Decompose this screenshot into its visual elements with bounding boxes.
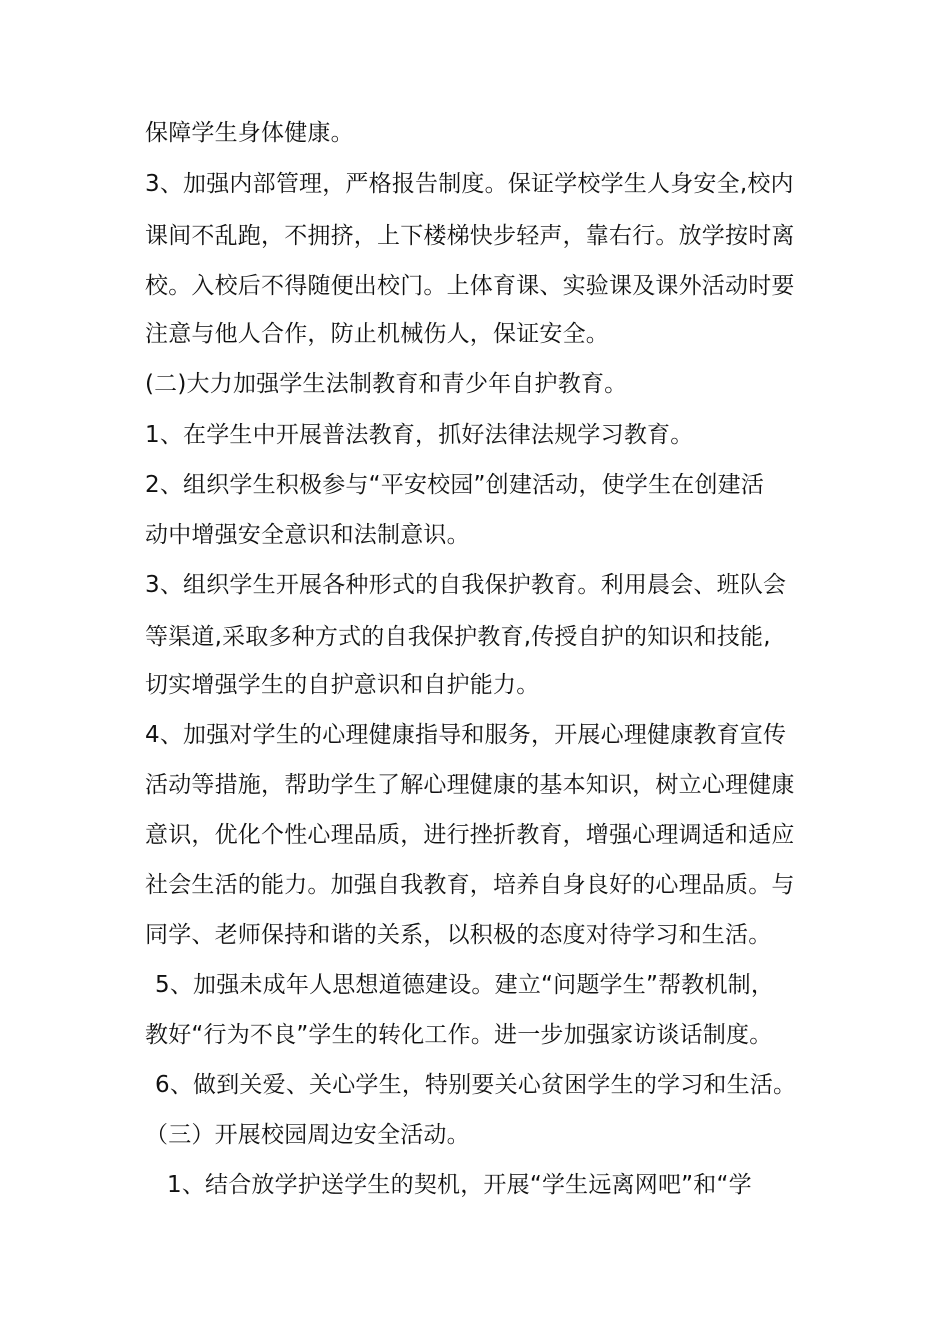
text-line-14: 活动等措施，帮助学生了解心理健康的基本知识，树立心理健康 [145, 772, 795, 798]
text-line-10: 3、组织学生开展各种形式的自我保护教育。利用晨会、班队会 [145, 572, 787, 598]
text-line-11: 等渠道,采取多种方式的自我保护教育,传授自护的知识和技能, [145, 624, 771, 650]
text-line-4: 校。入校后不得随便出校门。上体育课、实验课及课外活动时要 [145, 273, 795, 299]
text-line-5: 注意与他人合作，防止机械伤人，保证安全。 [145, 321, 609, 347]
text-line-15: 意识，优化个性心理品质，进行挫折教育，增强心理调适和适应 [145, 822, 795, 848]
text-line-19: 教好“行为不良”学生的转化工作。进一步加强家访谈话制度。 [145, 1022, 773, 1048]
text-line-22: 1、结合放学护送学生的契机，开展“学生远离网吧”和“学 [167, 1172, 752, 1198]
text-line-1: 保障学生身体健康。 [145, 120, 354, 146]
text-line-13: 4、加强对学生的心理健康指导和服务，开展心理健康教育宣传 [145, 722, 787, 748]
text-line-6: (二)大力加强学生法制教育和青少年自护教育。 [145, 371, 628, 397]
text-line-16: 社会生活的能力。加强自我教育，培养自身良好的心理品质。与 [145, 872, 795, 898]
text-line-8: 2、组织学生积极参与“平安校园”创建活动，使学生在创建活 [145, 472, 765, 498]
text-line-3: 课间不乱跑，不拥挤，上下楼梯快步轻声，靠右行。放学按时离 [145, 223, 795, 249]
text-line-12: 切实增强学生的自护意识和自护能力。 [145, 672, 540, 698]
text-line-2: 3、加强内部管理，严格报告制度。保证学校学生人身安全,校内 [145, 171, 794, 197]
text-line-20: 6、做到关爱、关心学生，特别要关心贫困学生的学习和生活。 [155, 1072, 797, 1098]
text-line-21: （三）开展校园周边安全活动。 [145, 1122, 470, 1148]
text-line-17: 同学、老师保持和谐的关系，以积极的态度对待学习和生活。 [145, 922, 772, 948]
text-line-18: 5、加强未成年人思想道德建设。建立“问题学生”帮教机制， [155, 972, 775, 998]
text-line-7: 1、在学生中开展普法教育，抓好法律法规学习教育。 [145, 422, 694, 448]
text-line-9: 动中增强安全意识和法制意识。 [145, 522, 470, 548]
